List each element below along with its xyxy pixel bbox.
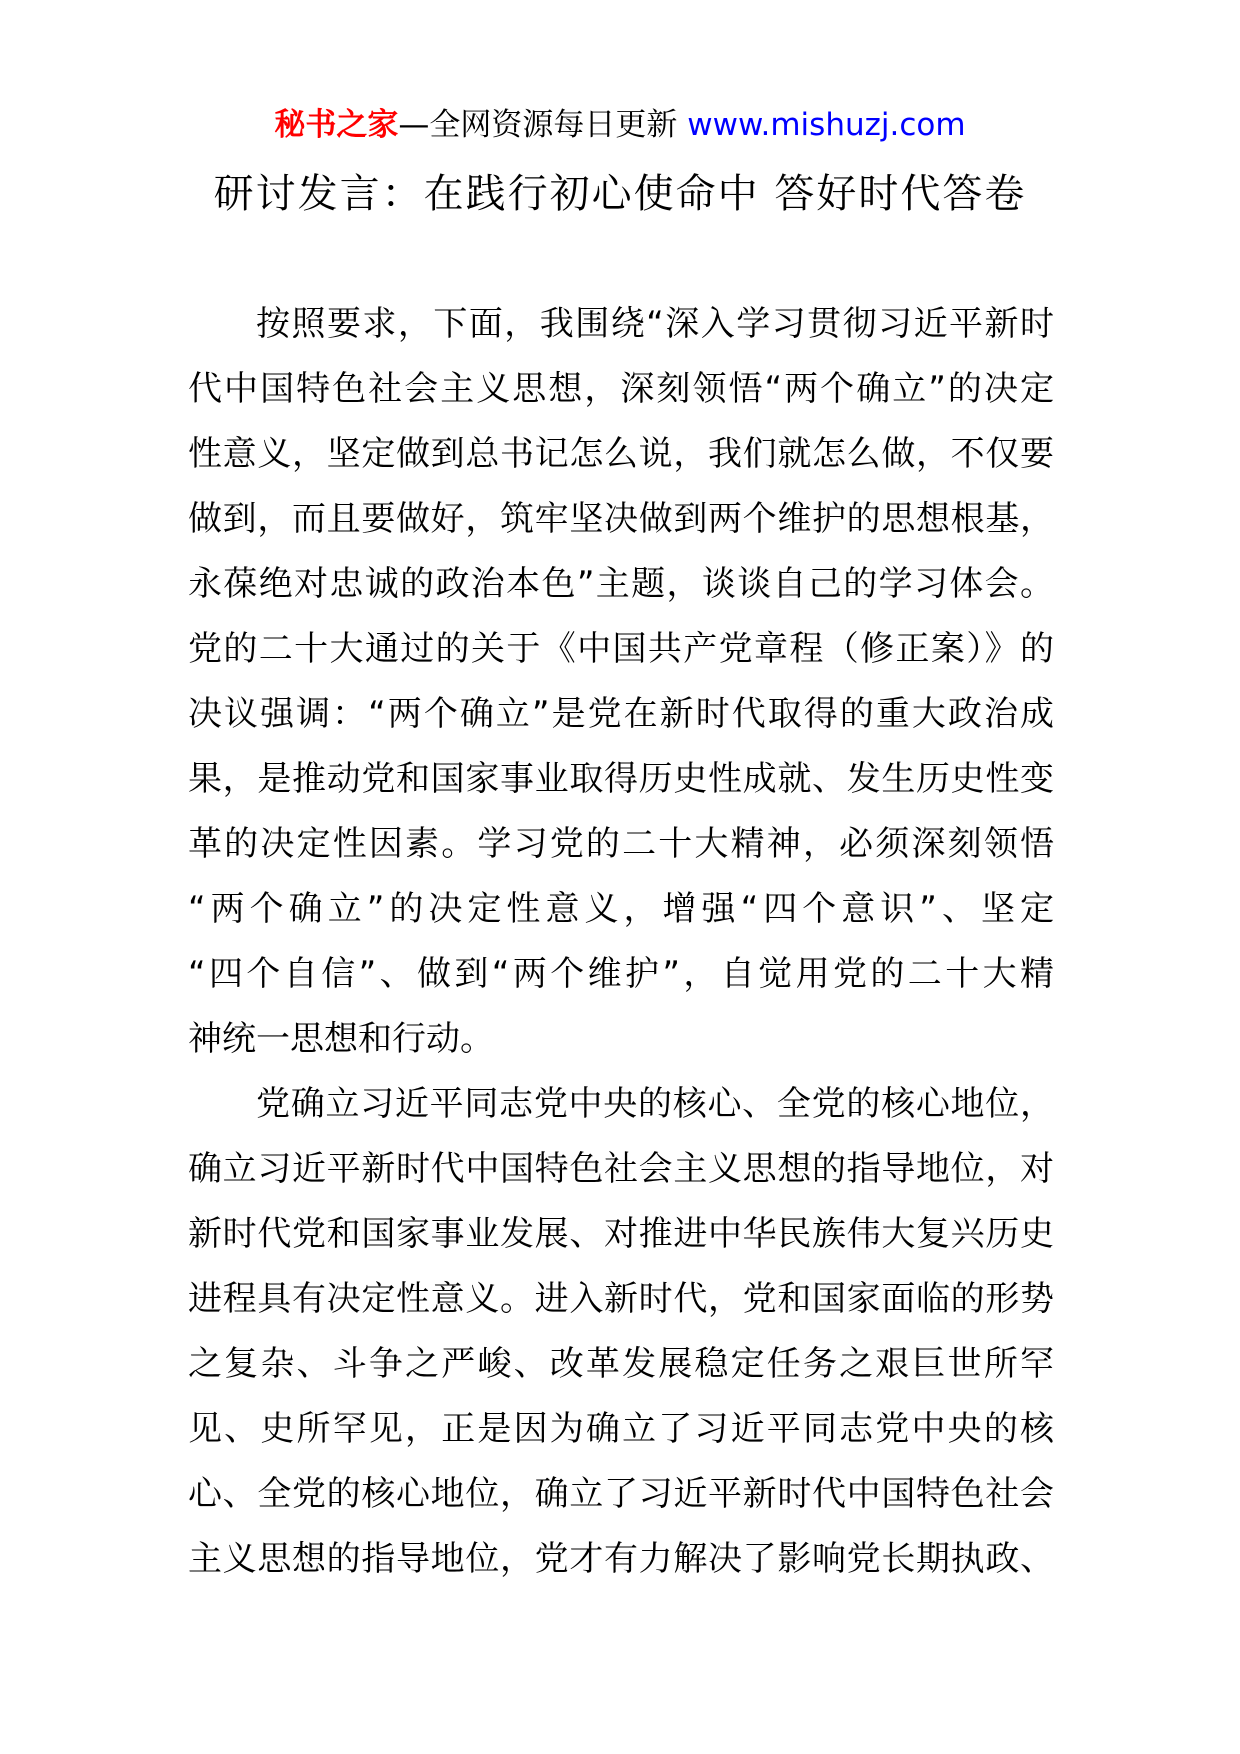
text-line: 果，是推动党和国家事业取得历史性成就、发生历史性变 <box>188 759 1054 799</box>
brand-name: 秘书之家 <box>274 107 399 143</box>
text-line: 永葆绝对忠诚的政治本色”主题，谈谈自己的学习体会。 <box>188 564 1054 604</box>
text-line: 决议强调：“两个确立”是党在新时代取得的重大政治成 <box>188 694 1054 734</box>
text-line: 神统一思想和行动。 <box>188 1019 494 1059</box>
text-line: 主义思想的指导地位，党才有力解决了影响党长期执政、 <box>188 1539 1054 1579</box>
text-line: 按照要求，下面，我围绕“深入学习贯彻习近平新时 <box>256 304 1054 344</box>
paragraph-2 <box>188 1072 1054 1592</box>
text-line: 进程具有决定性意义。进入新时代，党和国家面临的形势 <box>188 1279 1054 1319</box>
text-line: 代中国特色社会主义思想，深刻领悟“两个确立”的决定 <box>188 369 1054 409</box>
text-line: “两个确立”的决定性意义，增强“四个意识”、坚定 <box>188 889 1054 929</box>
text-line: 做到，而且要做好，筑牢坚决做到两个维护的思想根基， <box>188 499 1054 539</box>
text-line: 革的决定性因素。学习党的二十大精神，必须深刻领悟 <box>188 824 1054 864</box>
text-line: 党的二十大通过的关于《中国共产党章程（修正案）》的 <box>188 629 1054 669</box>
text-line: 党确立习近平同志党中央的核心、全党的核心地位， <box>256 1084 1054 1124</box>
text-line: 见、史所罕见，正是因为确立了习近平同志党中央的核 <box>188 1409 1054 1449</box>
text-line: 性意义，坚定做到总书记怎么说，我们就怎么做，不仅要 <box>188 434 1054 474</box>
site-header <box>0 103 1240 147</box>
text-line: 确立习近平新时代中国特色社会主义思想的指导地位，对 <box>188 1149 1054 1189</box>
document-title: 研讨发言：在践行初心使命中 答好时代答卷 <box>213 171 1027 217</box>
text-line: 新时代党和国家事业发展、对推进中华民族伟大复兴历史 <box>188 1214 1054 1254</box>
header-tagline: —全网资源每日更新 <box>398 107 688 143</box>
document-body <box>188 292 1054 1592</box>
paragraph-1 <box>188 292 1054 1072</box>
text-line: 心、全党的核心地位，确立了习近平新时代中国特色社会 <box>188 1474 1054 1514</box>
text-line: “四个自信”、做到“两个维护”，自觉用党的二十大精 <box>188 954 1054 994</box>
text-line: 之复杂、斗争之严峻、改革发展稳定任务之艰巨世所罕 <box>188 1344 1054 1384</box>
header-url[interactable]: www.mishuzj.com <box>687 107 966 143</box>
